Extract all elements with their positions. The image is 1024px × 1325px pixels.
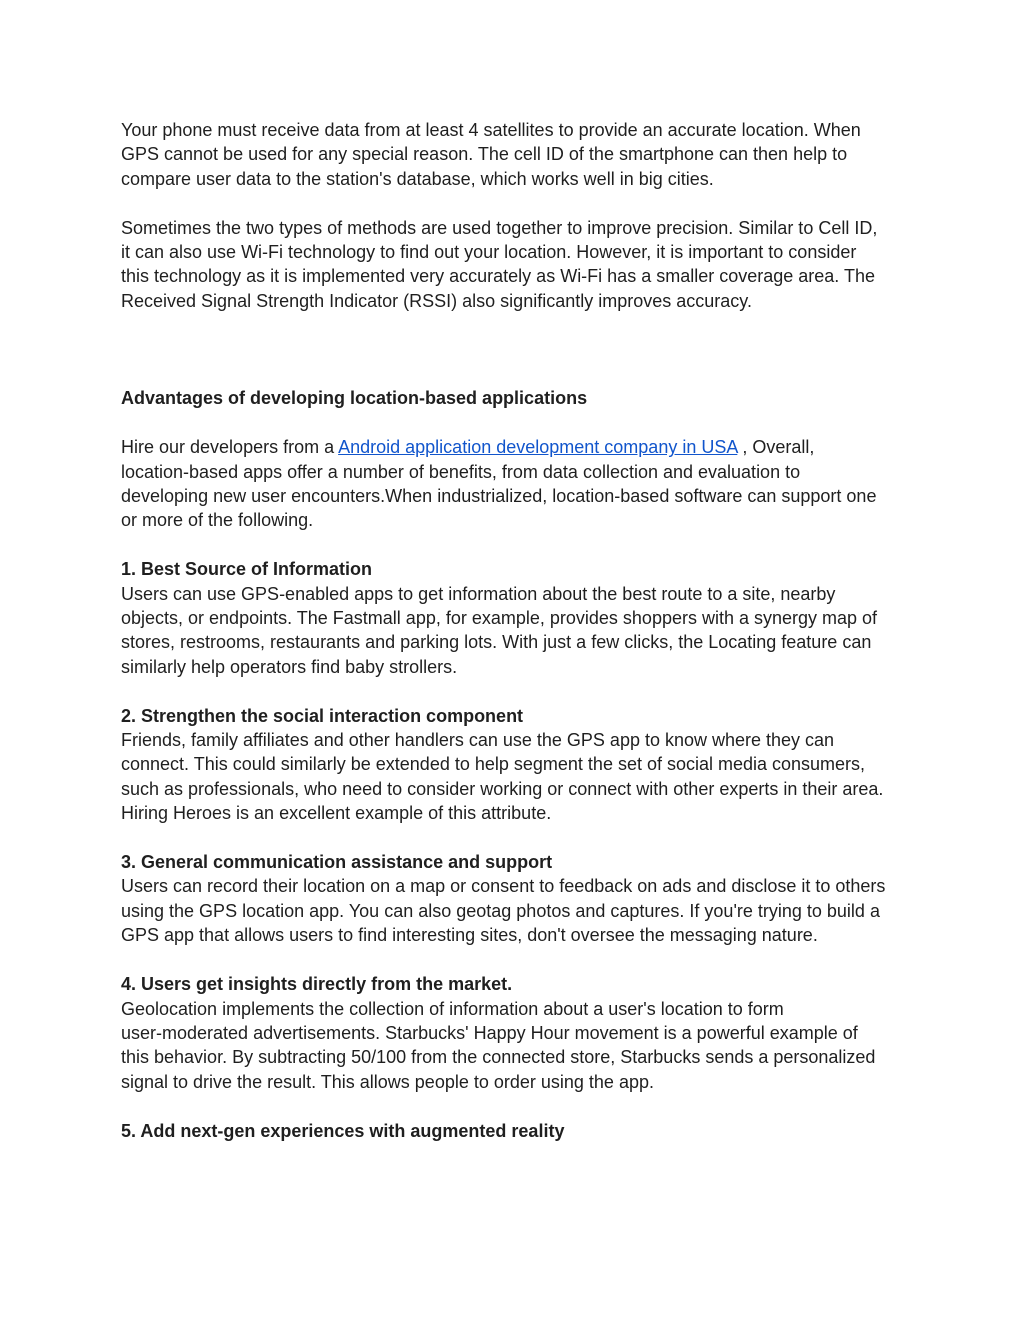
item-4-body: Geolocation implements the collection of information about a user's location to form user-moderated advertisements. Starbucks' Happy Hour movement is a powerful example of this behavior. By subtracting 50/100 from the connected store, Starbucks sends a personalized signal to drive the result. This allows people to order using the app. [121, 998, 876, 1092]
intro-paragraph-wifi: Sometimes the two types of methods are used together to improve precision. Similar to Cell ID, it can also use Wi-Fi technology to find out your location. However, it is important to consider this technology as it is implemented very accurately as Wi-Fi has a smaller coverage area. The Received Signal Strength Indicator (RSSI) also significantly improves accuracy. [121, 217, 878, 311]
section-heading: Advantages of developing location-based applications [121, 388, 588, 409]
hire-paragraph [121, 435, 921, 533]
intro-paragraph-satellites: Your phone must receive data from at least 4 satellites to provide an accurate location. When GPS cannot be used for any special reason. The cell ID of the smartphone can then help to compare user data to the station's database, which works well in big cities. [121, 120, 861, 189]
item-3-heading: 3. General communication assistance and support [121, 852, 553, 873]
hire-text-before: Hire our developers from a [121, 437, 339, 458]
item-2-heading: 2. Strengthen the social interaction component [121, 705, 524, 726]
item-5-heading: 5. Add next-gen experiences with augmented reality [121, 1120, 565, 1141]
item-1-heading: 1. Best Source of Information [121, 559, 373, 580]
company-link[interactable]: Android application development company in USA [338, 437, 738, 458]
item-4-heading: 4. Users get insights directly from the market. [121, 974, 513, 995]
item-3-body: Users can record their location on a map or consent to feedback on ads and disclose it to others using the GPS location app. You can also geotag photos and captures. If you're trying to build a GPS app that allows users to find interesting sites, don't oversee the messaging nature. [121, 876, 886, 946]
hire-text-after: , Overall, location-based apps offer a number of benefits, from data collection and evaluation to developing new user encounters.When industrialized, location-based software can support one or more of the following. [121, 437, 877, 531]
item-2-body: Friends, family affiliates and other handlers can use the GPS app to know where they can connect. This could similarly be extended to help segment the set of social media consumers, such as professionals, who need to consider working or connect with other experts in their area. Hiring Heroes is an excellent example of this attribute. [121, 730, 884, 824]
document-page [121, 118, 921, 1143]
item-1-body: Users can use GPS-enabled apps to get information about the best route to a site, nearby objects, or endpoints. The Fastmall app, for example, provides shoppers with a synergy map of stores, restrooms, restaurants and parking lots. With just a few clicks, the Locating feature can similarly help operators find baby strollers. [121, 583, 878, 677]
